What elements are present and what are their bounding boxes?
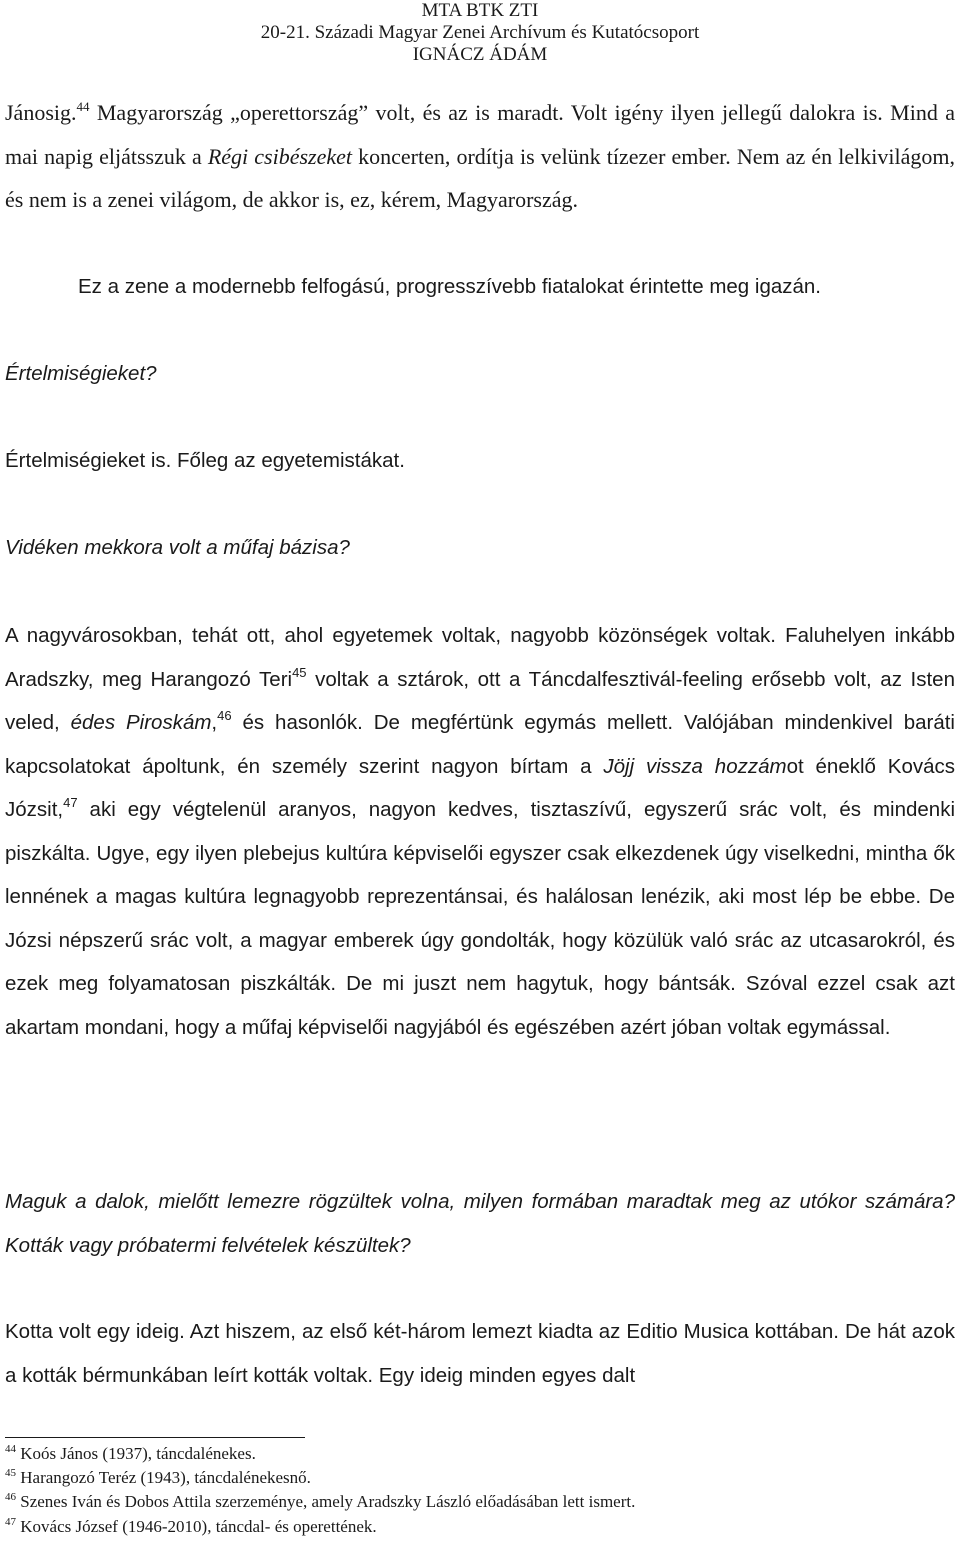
footnotes [5,1442,955,1539]
answer-intellectuals: Értelmiségieket is. Főleg az egyetemistákat. [5,449,405,472]
question-sheet-music: Maguk a dalok, mielőtt lemezre rögzültek volna, milyen formában maradtak meg az utókor számára? Kották vagy próbatermi felvételek készültek? [5,1190,955,1257]
footnote-ref-45: 45 [292,664,307,680]
footnote-45: $^{45}$ Harangozó Teréz (1943), táncdalénekesnő. [5,1467,311,1488]
footnote-ref-47: 47 [63,795,78,810]
answer-sheet-music: Kotta volt egy ideig. Azt hiszem, az első két-három lemezt kiadta az Editio Musica kottában. De hát azok a kották bérmunkában leírt kották voltak. Egy ideig minden egyes dalt [5,1320,955,1387]
footnote-46: $^{46}$ Szenes Iván és Dobos Attila szerzeménye, amely Aradszky László előadásában lett ismert. [5,1491,636,1512]
footnote-ref-46: 46 [217,708,232,723]
footnote-44: $^{44}$ Koós János (1937), táncdalénekes. [5,1443,256,1463]
paragraph-progressive-youth: Ez a zene a modernebb felfogású, progresszívebb fiatalokat érintette meg igazán. [78,275,822,298]
header-institution: MTA BTK ZTI [421,0,539,21]
footnote-ref-44: 44 [76,99,90,114]
answer-countryside: A nagyvárosokban, tehát ott, ahol egyetemek voltak, nagyobb közönségek voltak. Faluhelyen inkább Aradszky, meg Harangozó Teri$^{45}$ voltak a sztárok, ott a Táncdalfesztivál-feeling erősebb volt, az Isten veled, édes Piroskám,$^{46}$ és hasonlók. De megfértünk egymás mellett. Valójában mindenkivel baráti kapcsolatokat ápoltunk, én személy szerint nagyon bírtam a Jöjj vissza hozzámot éneklő Kovács Józsit,$^{47}$ aki egy végtelenül aranyos, nagyon kedves, tisztaszívű, egyszerű srác volt, és mindenki piszkálta. Ugye, egy ilyen plebejus kultúra képviselői egyszer csak elkezdenek úgy viselkedni, mintha ők lennének a magas kultúra legnagyobb reprezentánsai, és halálosan lenézik, aki most lép be ebbe. De Józsi népszerű srác volt, a magyar emberek úgy gondolták, hogy közülük való srác az utcasarokról, és ezek meg folyamatosan piszkálták. De mi juszt nem hagytuk, hogy bántsák. Szóval ezzel csak azt akartam mondani, hogy a műfaj képviselői nagyjából és egészében azért jóban voltak egymással. [5,624,956,1039]
header-author: IGNÁCZ ÁDÁM [412,44,548,65]
song-title: édes Piroskám [70,711,212,734]
footnote-47: $^{47}$ Kovács József (1946-2010), táncdal- és operettének. [5,1515,377,1536]
footnote-divider [5,1437,305,1438]
header-department: 20-21. Századi Magyar Zenei Archívum és Kutatócsoport [260,22,700,43]
paragraph-operettorszag: Jánosig.$^{44}$ Magyarország „operettország” volt, és az is maradt. Volt igény ilyen jellegű dalokra is. Mind a mai napig eljátsszuk a Régi csibészeket koncerten, ordítja is velünk tízezer ember. Nem az én lelkivilágom, és nem is a zenei világom, de akkor is, ez, kérem, Magyarország. [5,99,955,212]
song-title: Jöjj vissza hozzám [603,754,787,778]
song-title: Régi csibészeket [207,143,353,169]
page-header [0,0,960,66]
question-intellectuals: Értelmiségieket? [5,362,157,385]
question-countryside: Vidéken mekkora volt a műfaj bázisa? [5,536,350,559]
